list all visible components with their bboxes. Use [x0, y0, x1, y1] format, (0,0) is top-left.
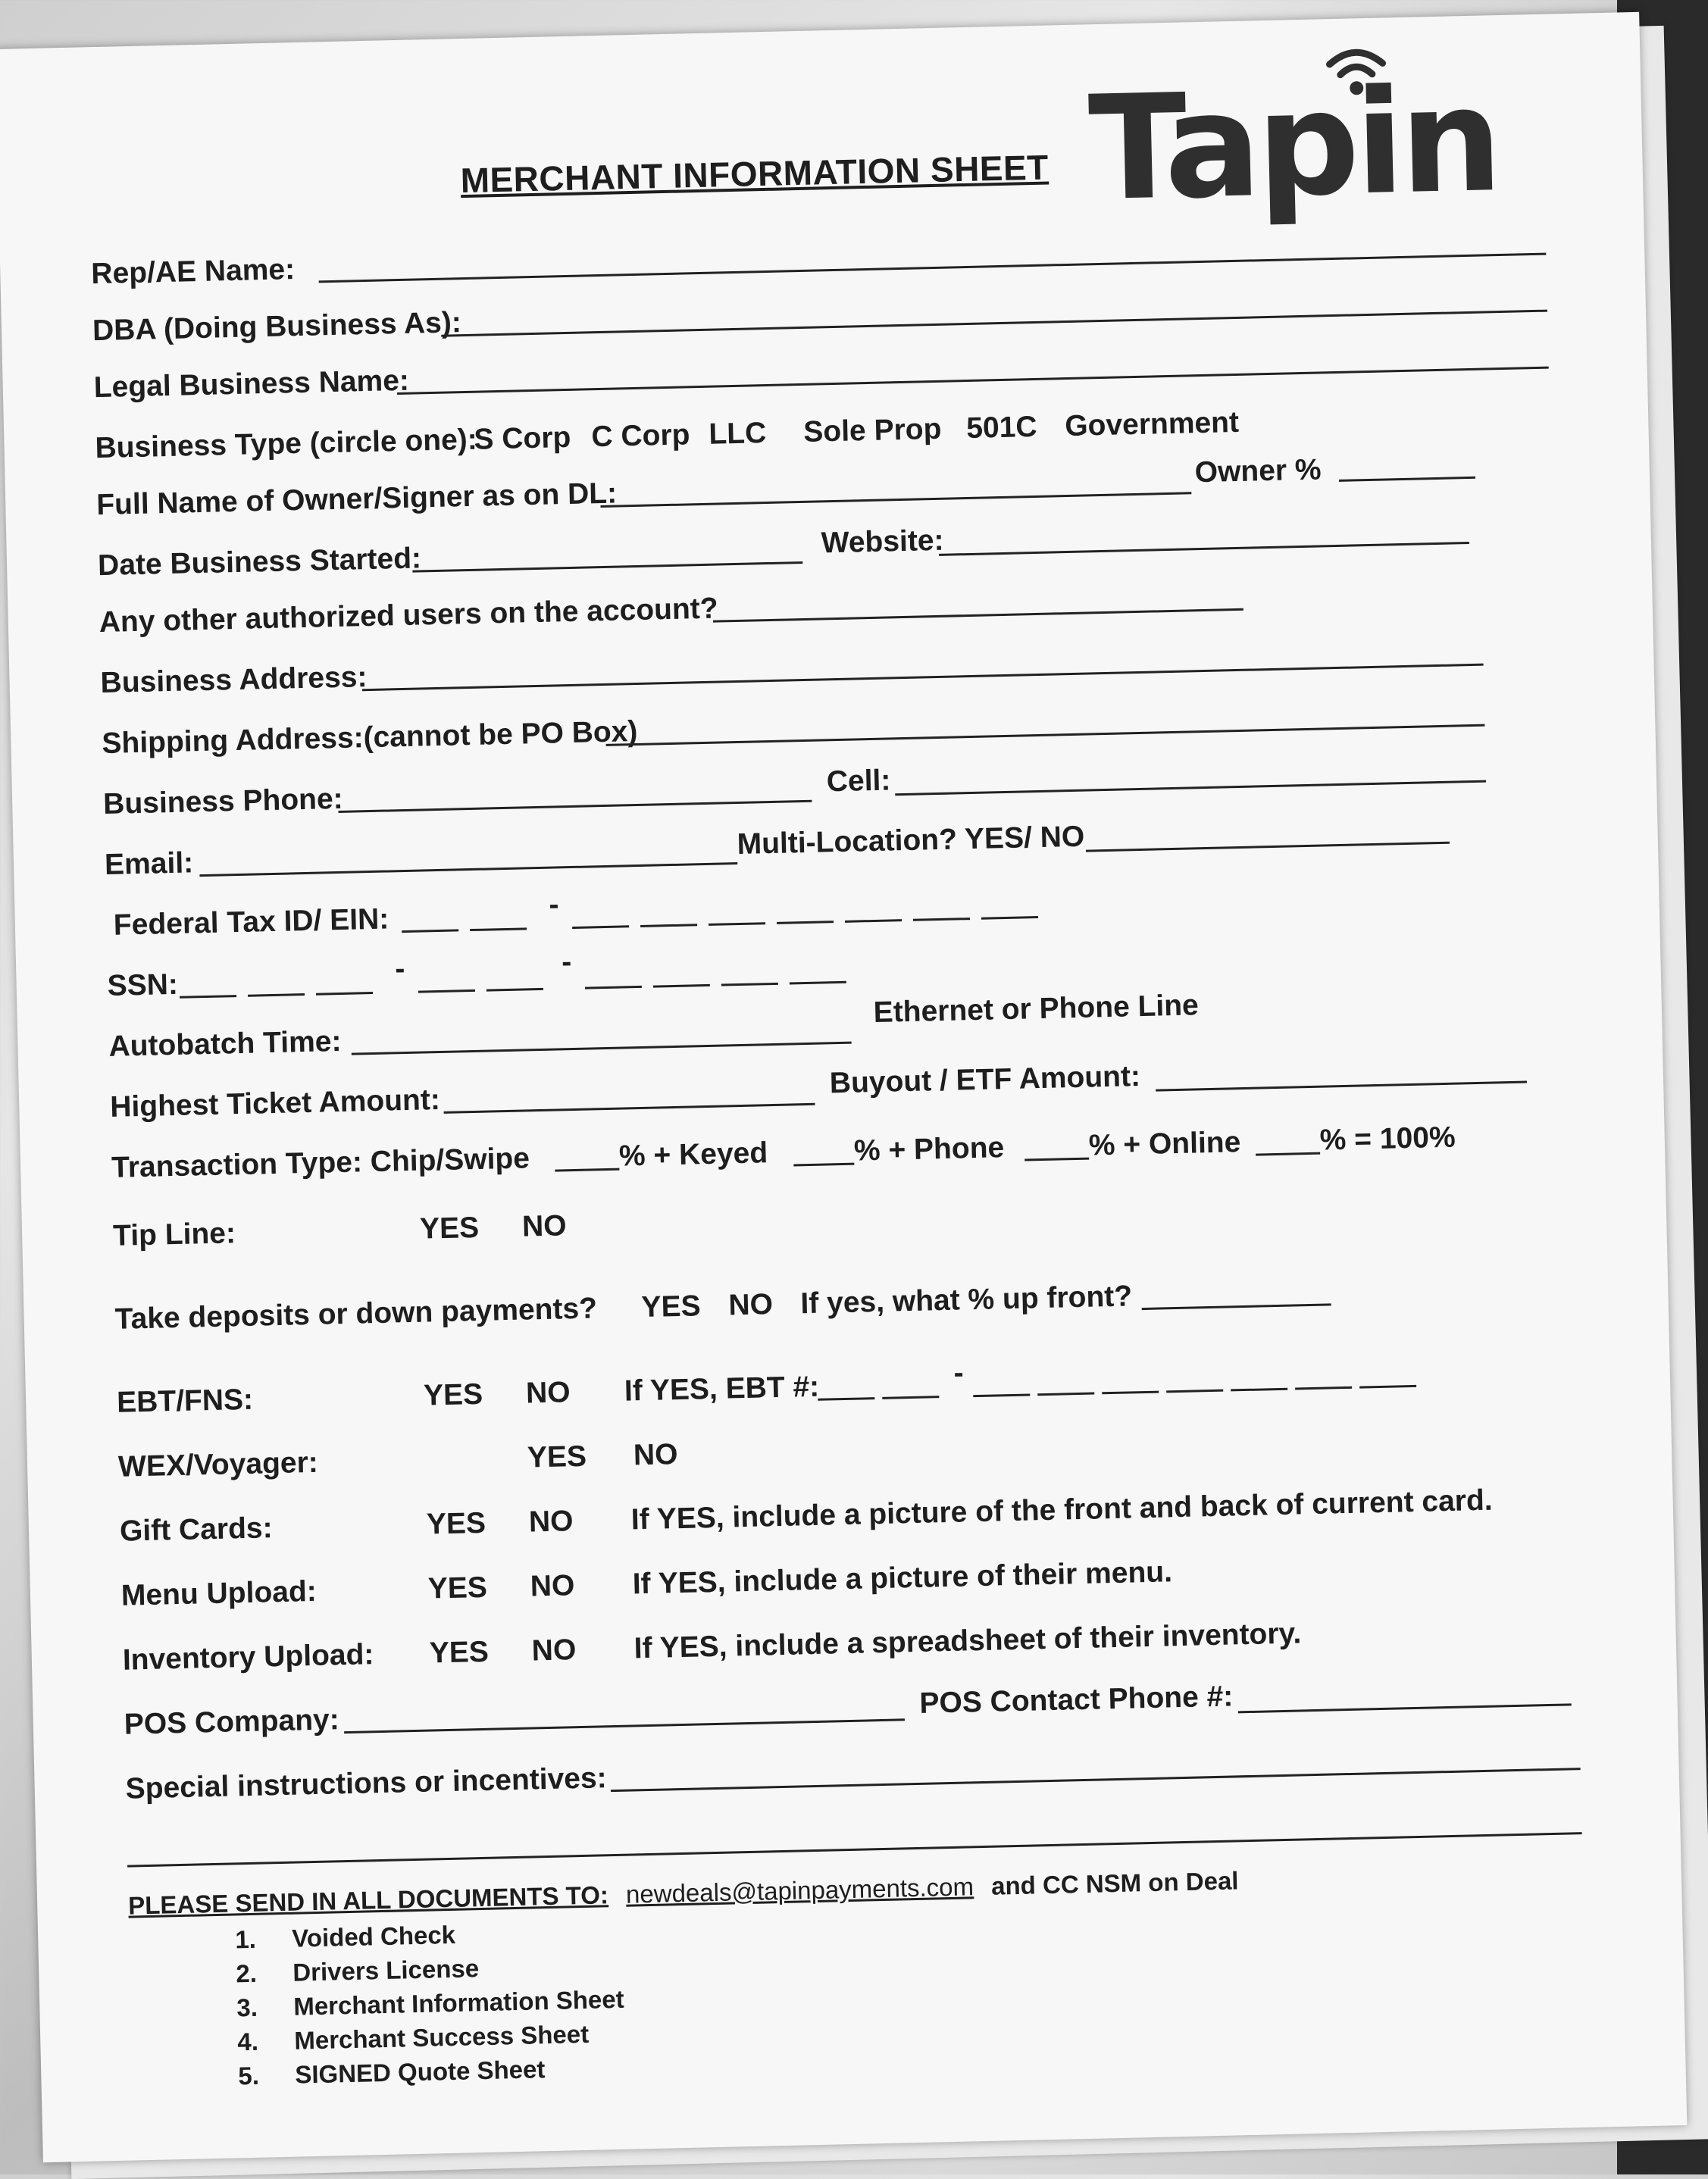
- business-type-sole-prop[interactable]: Sole Prop: [802, 412, 942, 449]
- deposits-row: [114, 1263, 1623, 1343]
- list-item-number: 1.: [234, 1924, 257, 1954]
- business-type-government[interactable]: Government: [1064, 405, 1240, 443]
- inventory-upload-note: If YES, include a spreadsheet of their inventory.: [633, 1617, 1302, 1665]
- business-type-llc[interactable]: LLC: [708, 417, 767, 451]
- dba-label: DBA (Doing Business As):: [92, 306, 462, 348]
- chip-swipe-pct-field[interactable]: [555, 1168, 619, 1172]
- legal-name-field[interactable]: [397, 367, 1549, 395]
- owner-name-field[interactable]: [600, 492, 1191, 508]
- ebt-digit[interactable]: [1037, 1393, 1094, 1396]
- business-address-field[interactable]: [362, 664, 1484, 692]
- wex-row: [117, 1411, 1626, 1490]
- ebt-digit[interactable]: [1166, 1390, 1223, 1393]
- deposits-label: Take deposits or down payments?: [114, 1292, 598, 1336]
- ssn-digit[interactable]: [721, 983, 778, 986]
- gift-cards-label: Gift Cards:: [119, 1512, 274, 1548]
- online-label: % + Online: [1088, 1126, 1241, 1162]
- tip-line-yes[interactable]: YES: [419, 1211, 480, 1246]
- deposits-upfront-label: If yes, what % up front?: [799, 1280, 1133, 1321]
- ebt-digit[interactable]: [1102, 1391, 1159, 1395]
- business-type-c-corp[interactable]: C Corp: [590, 418, 690, 454]
- ebt-digit[interactable]: [1295, 1386, 1352, 1390]
- pos-phone-field[interactable]: [1238, 1703, 1572, 1713]
- ebt-label: EBT/FNS:: [116, 1383, 254, 1419]
- cell-label: Cell:: [826, 764, 891, 799]
- ein-digit[interactable]: [470, 927, 527, 931]
- list-item-text: Merchant Information Sheet: [292, 1984, 625, 2021]
- date-started-field[interactable]: [412, 561, 802, 573]
- ein-digit[interactable]: [640, 924, 697, 927]
- pos-company-label: POS Company:: [124, 1703, 340, 1741]
- business-type-label: Business Type (circle one):: [95, 423, 478, 465]
- list-item-number: 2.: [235, 1959, 258, 1988]
- multi-location-field[interactable]: [1086, 842, 1450, 852]
- total-label: % = 100%: [1319, 1121, 1456, 1157]
- owner-name-label: Full Name of Owner/Signer as on DL:: [95, 477, 618, 522]
- business-type-501c[interactable]: 501C: [965, 410, 1038, 445]
- ebt-digit[interactable]: [973, 1393, 1030, 1397]
- deposits-upfront-field[interactable]: [1142, 1303, 1331, 1310]
- documents-header-label: PLEASE SEND IN ALL DOCUMENTS TO:: [127, 1880, 609, 1920]
- ssn-digit[interactable]: [248, 993, 305, 997]
- menu-upload-no[interactable]: NO: [530, 1569, 575, 1603]
- ssn-digit[interactable]: [585, 986, 642, 989]
- pos-row: [124, 1668, 1632, 1748]
- legal-name-label: Legal Business Name:: [93, 364, 410, 405]
- ssn-digit[interactable]: [418, 989, 475, 993]
- wex-no[interactable]: NO: [633, 1438, 678, 1472]
- menu-upload-row: [120, 1540, 1629, 1619]
- documents-cc: and CC NSM on Deal: [990, 1866, 1239, 1900]
- email-field[interactable]: [199, 862, 737, 877]
- buyout-field[interactable]: [1156, 1080, 1527, 1091]
- special-instructions-label: Special instructions or incentives:: [125, 1762, 608, 1805]
- cell-field[interactable]: [895, 780, 1486, 796]
- highest-ticket-label: Highest Ticket Amount:: [109, 1083, 441, 1124]
- phone-label: % + Phone: [853, 1131, 1005, 1168]
- ssn-dash: -: [394, 952, 405, 986]
- ebt-digit[interactable]: [1359, 1385, 1416, 1389]
- special-instructions-row-2: [127, 1796, 1635, 1876]
- tip-line-no[interactable]: NO: [521, 1209, 568, 1243]
- merchant-information-sheet: [0, 12, 1687, 2163]
- ebt-no[interactable]: NO: [525, 1376, 571, 1410]
- ebt-yes[interactable]: YES: [423, 1377, 483, 1412]
- ssn-digit[interactable]: [316, 992, 373, 996]
- menu-upload-note: If YES, include a picture of their menu.: [632, 1555, 1173, 1601]
- ein-digit[interactable]: [709, 922, 765, 926]
- business-type-s-corp[interactable]: S Corp: [473, 420, 571, 456]
- list-item-text: SIGNED Quote Sheet: [294, 2055, 546, 2089]
- business-address-label: Business Address:: [100, 661, 368, 700]
- list-item-text: Merchant Success Sheet: [293, 2019, 590, 2055]
- ssn-digit[interactable]: [790, 981, 846, 985]
- pos-phone-label: POS Contact Phone #:: [918, 1680, 1234, 1720]
- documents-section: [128, 1866, 1243, 2098]
- list-item-number: 4.: [236, 2027, 259, 2056]
- ein-digit[interactable]: [913, 918, 970, 921]
- website-label: Website:: [821, 524, 944, 560]
- list-item-number: 3.: [236, 1993, 258, 2022]
- documents-list: [129, 1902, 1243, 2098]
- list-item-text: Drivers License: [292, 1954, 480, 1987]
- logo-wordmark: Tapin: [1087, 56, 1500, 233]
- list-item-number: 5.: [237, 2061, 260, 2090]
- owner-pct-field[interactable]: [1339, 477, 1475, 482]
- rep-ae-label: Rep/AE Name:: [90, 253, 296, 291]
- date-started-label: Date Business Started:: [97, 542, 422, 583]
- multi-location-label: Multi-Location? YES/ NO: [737, 820, 1085, 861]
- ein-digit[interactable]: [981, 916, 1038, 920]
- ssn-dash: -: [561, 946, 572, 979]
- wex-label: WEX/Voyager:: [117, 1446, 319, 1483]
- inventory-upload-no[interactable]: NO: [531, 1633, 577, 1668]
- ein-digit[interactable]: [845, 919, 902, 923]
- gift-cards-yes[interactable]: YES: [426, 1506, 486, 1541]
- special-instructions-row: [125, 1733, 1634, 1812]
- list-item-text: Voided Check: [291, 1920, 456, 1952]
- deposits-yes[interactable]: YES: [641, 1290, 702, 1324]
- ein-digit[interactable]: [777, 921, 834, 924]
- business-phone-field[interactable]: [339, 800, 812, 813]
- online-pct-field[interactable]: [1256, 1152, 1320, 1156]
- website-field[interactable]: [939, 542, 1469, 556]
- shipping-address-field[interactable]: [606, 724, 1485, 746]
- ebt-digit[interactable]: [818, 1397, 874, 1401]
- inventory-upload-yes[interactable]: YES: [429, 1635, 490, 1670]
- phone-pct-field[interactable]: [1024, 1158, 1089, 1161]
- dba-field[interactable]: [441, 310, 1547, 337]
- ebt-digit[interactable]: [1231, 1388, 1287, 1392]
- shipping-address-label: Shipping Address:(cannot be PO Box): [101, 714, 638, 761]
- inventory-upload-label: Inventory Upload:: [122, 1638, 374, 1677]
- tip-line-row: [113, 1180, 1622, 1259]
- business-phone-label: Business Phone:: [102, 782, 344, 821]
- page-title: MERCHANT INFORMATION SHEET: [460, 147, 1050, 201]
- tip-line-label: Tip Line:: [112, 1217, 236, 1252]
- ein-dash: -: [548, 888, 559, 921]
- pos-company-field[interactable]: [344, 1718, 905, 1734]
- menu-upload-yes[interactable]: YES: [427, 1571, 488, 1605]
- ein-digit[interactable]: [572, 925, 629, 929]
- autobatch-field[interactable]: [352, 1042, 852, 1055]
- wex-yes[interactable]: YES: [527, 1440, 587, 1474]
- documents-email-link[interactable]: newdeals@tapinpayments.com: [625, 1872, 974, 1909]
- ebt-digit[interactable]: [882, 1396, 939, 1399]
- gift-cards-no[interactable]: NO: [528, 1505, 574, 1539]
- connection-options[interactable]: Ethernet or Phone Line: [873, 989, 1200, 1029]
- transaction-type-label: Transaction Type: Chip/Swipe: [111, 1142, 530, 1184]
- ein-digit[interactable]: [402, 929, 458, 933]
- deposits-no[interactable]: NO: [728, 1288, 774, 1322]
- menu-upload-label: Menu Upload:: [120, 1574, 318, 1612]
- gift-cards-row: [119, 1475, 1628, 1555]
- other-users-field[interactable]: [713, 608, 1243, 623]
- highest-ticket-field[interactable]: [444, 1103, 815, 1114]
- keyed-pct-field[interactable]: [793, 1163, 854, 1167]
- ssn-digit[interactable]: [653, 984, 710, 988]
- tapin-logo: [1087, 37, 1545, 233]
- gift-cards-note: If YES, include a picture of the front and back of current card.: [630, 1483, 1494, 1537]
- ssn-label: SSN:: [107, 968, 179, 1002]
- ebt-dash: -: [953, 1356, 965, 1390]
- ebt-row: [117, 1346, 1625, 1426]
- inventory-upload-row: [122, 1604, 1631, 1683]
- ebt-num-label: If YES, EBT #:: [624, 1370, 820, 1408]
- special-instructions-field[interactable]: [611, 1768, 1581, 1792]
- ssn-digit[interactable]: [180, 995, 236, 999]
- ssn-digit[interactable]: [486, 988, 543, 992]
- rep-ae-field[interactable]: [319, 253, 1547, 283]
- buyout-label: Buyout / ETF Amount:: [829, 1060, 1141, 1100]
- autobatch-label: Autobatch Time:: [108, 1024, 342, 1063]
- other-users-label: Any other authorized users on the account?: [99, 592, 719, 639]
- owner-pct-label: Owner %: [1194, 453, 1322, 489]
- email-label: Email:: [104, 846, 194, 881]
- ein-label: Federal Tax ID/ EIN:: [113, 902, 389, 942]
- keyed-label: % + Keyed: [618, 1136, 768, 1173]
- special-instructions-field-2[interactable]: [127, 1832, 1582, 1868]
